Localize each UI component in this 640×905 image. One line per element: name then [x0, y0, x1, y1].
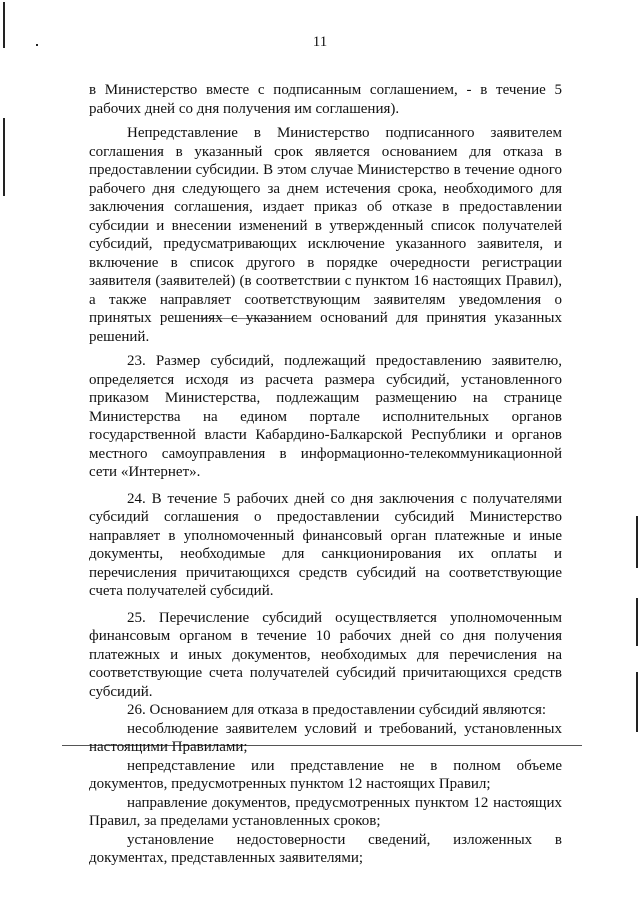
page-number: 11 [312, 34, 328, 50]
paragraph-25: 25. Перечисление субсидий осуществляется уполномоченным финансовым органом в течение 10 рабочих дней со дня получения платежных и иных документов, необходимых для перечисления на соответствующие счета получателей субсидий причитающихся средств субсидий. [89, 609, 562, 700]
scan-artifact-right-edge [636, 672, 638, 732]
paragraph-26: 26. Основанием для отказа в предоставлении субсидий являются: [127, 702, 547, 718]
refusal-reason-item: несоблюдение заявителем условий и требований, установленных настоящими Правилами; [89, 720, 562, 755]
refusal-reason-item: непредставление или представление не в полном объеме документов, предусмотренных пунктом 12 настоящих Правил; [89, 757, 562, 792]
paragraph-24: 24. В течение 5 рабочих дней со дня заключения с получателями субсидий соглашения о предоставлении субсидий Министерство направляет в уполномоченный финансовый орган платежные и иные документы, необходимые для санкционирования их оплаты и перечисления причитающихся средств субсидий на соответствующие счета получателей субсидий. [89, 490, 562, 599]
document-body [89, 81, 562, 868]
scan-artifact-right-edge [636, 516, 638, 568]
scan-artifact-left-edge [3, 118, 5, 196]
refusal-reason-item: установление недостоверности сведений, изложенных в документах, представленных заявителями; [89, 831, 562, 866]
paragraph-23: 23. Размер субсидий, подлежащий предоставлению заявителю, определяется исходя из расчета размера субсидий, установленного приказом Министерства, подлежащим размещению на странице Министерства на едином портале исполнительных органов государственной власти Кабардино-Балкарской Республики и органов местного самоуправления в информационно-телекоммуникационной сети «Интернет». [89, 353, 562, 480]
paragraph-non-submission: Непредставление в Министерство подписанного заявителем соглашения в указанный срок является основанием для отказа в предоставлении субсидии. В этом случае Министерство в течение одного рабочего дня следующего за днем истечения срока, необходимого для заключения соглашения, издает приказ об отказе в предоставлении субсидии и внесении изменений в утвержденный список получателей субсидий, предусматривающих исключение указанного заявителя, и включение в список другого в порядке очередности регистрации заявителя (заявителей) (в соответствии с пунктом 16 настоящих Правил), а также направляет соответствующим заявителям уведомления о принятых решениях с указанием оснований для принятия указанных решений. [89, 125, 562, 345]
paragraph-continuation: в Министерство вместе с подписанным соглашением, - в течение 5 рабочих дней со дня получения им соглашения). [89, 82, 562, 117]
refusal-reason-item: направление документов, предусмотренных пунктом 12 настоящих Правил, за пределами установленных сроков; [89, 794, 562, 829]
scan-artifact-right-edge [636, 598, 638, 646]
